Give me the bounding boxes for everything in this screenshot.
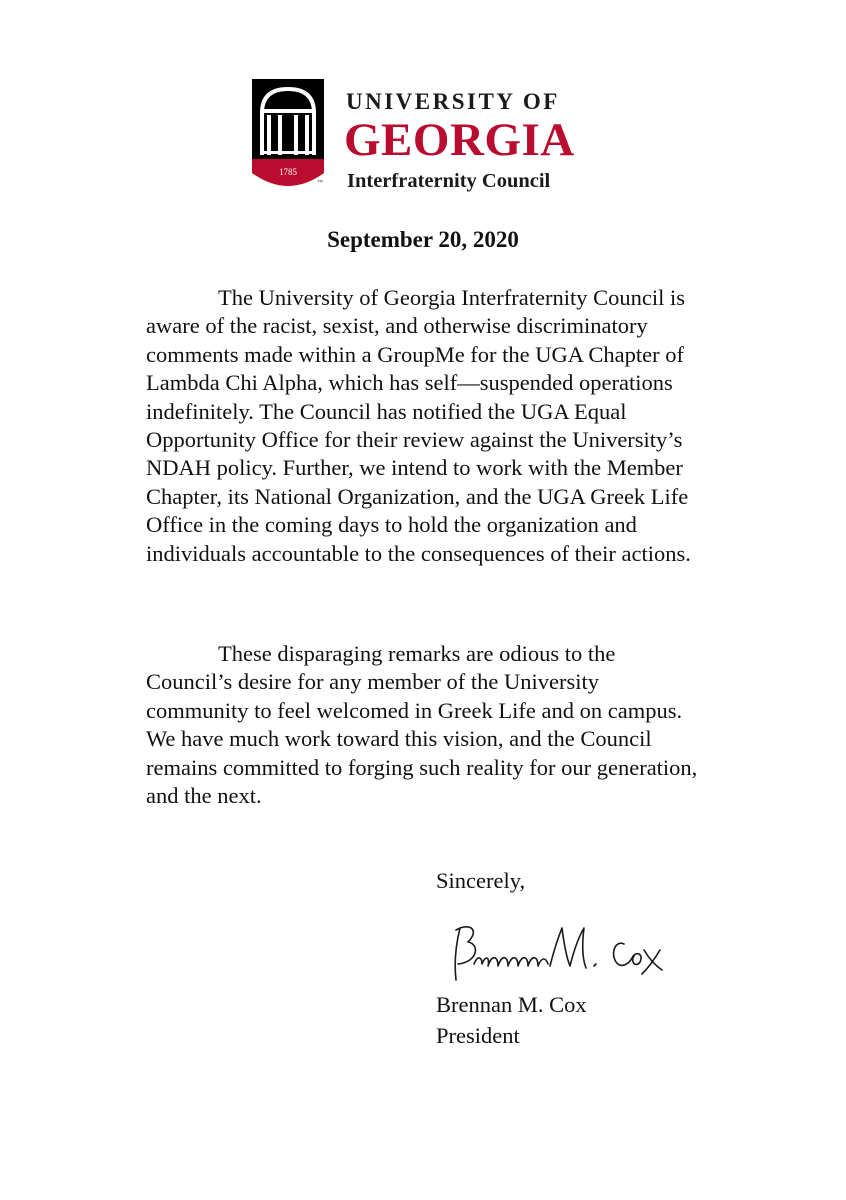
signer-title: President bbox=[436, 1023, 520, 1048]
body-paragraph-2: These disparaging remarks are odious to the Council’s desire for any member of the University community to feel welcomed in Greek Life and on campus. We have much work toward this vision, and the Council remains committed to forging such reality for our generation, and the next. bbox=[146, 641, 698, 809]
trademark-symbol: ™ bbox=[317, 180, 323, 186]
uga-arch-icon bbox=[252, 79, 324, 191]
signature-image bbox=[446, 920, 696, 988]
wordmark-interfraternity-council: Interfraternity Council bbox=[347, 170, 551, 192]
wordmark-georgia: GEORGIA bbox=[344, 114, 575, 166]
closing: Sincerely, bbox=[436, 868, 526, 893]
letter-date: September 20, 2020 bbox=[327, 227, 519, 252]
signer-name: Brennan M. Cox bbox=[436, 992, 587, 1017]
wordmark-university-of: UNIVERSITY OF bbox=[346, 89, 560, 114]
founding-year: 1785 bbox=[279, 167, 297, 177]
body-paragraph-1: The University of Georgia Interfraternity Council is aware of the racist, sexist, and otherwise discriminatory comments made within a GroupMe for the UGA Chapter of Lambda Chi Alpha, which has self—suspended operations indefinitely. The Council has notified the UGA Equal Opportunity Office for their review against the University’s NDAH policy. Further, we intend to work with the Member Chapter, its National Organization, and the UGA Greek Life Office in the coming days to hold the organization and individuals accountable to the consequences of their actions. bbox=[146, 285, 691, 566]
